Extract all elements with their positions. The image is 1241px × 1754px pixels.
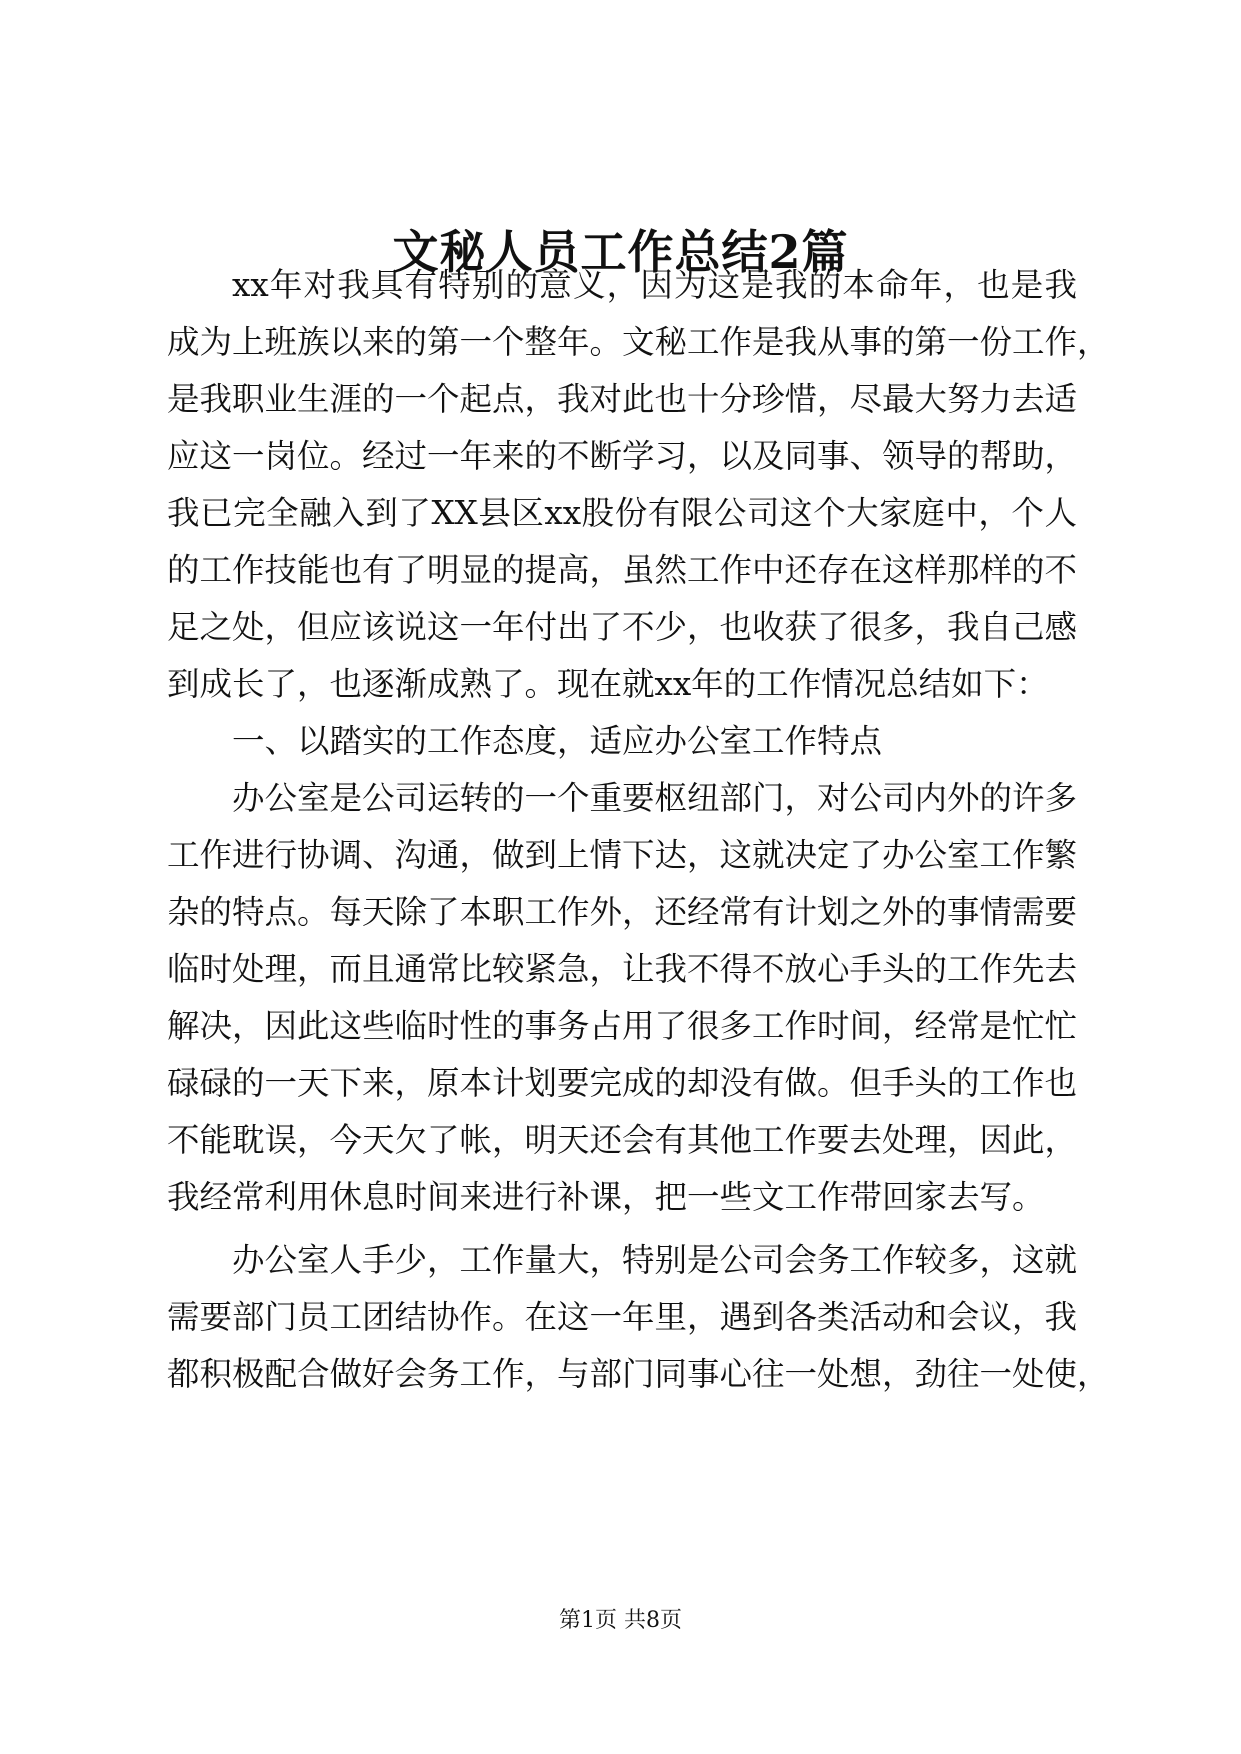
body-line: 临时处理，而且通常比较紧急，让我不得不放心手头的工作先去 [167,950,1078,988]
section-heading: 一、以踏实的工作态度，适应办公室工作特点 [232,722,883,760]
body-line: 是我职业生涯的一个起点，我对此也十分珍惜，尽最大努力去适 [167,380,1078,418]
body-line: 我经常利用休息时间来进行补课，把一些文工作带回家去写。 [167,1178,1045,1216]
body-line: 不能耽误，今天欠了帐，明天还会有其他工作要去处理，因此， [167,1121,1078,1159]
body-line: 办公室是公司运转的一个重要枢纽部门，对公司内外的许多 [232,779,1078,817]
body-line: 我已完全融入到了XX县区xx股份有限公司这个大家庭中，个人 [167,494,1077,532]
body-line: 足之处，但应该说这一年付出了不少，也收获了很多，我自己感 [167,608,1078,646]
body-line: 杂的特点。每天除了本职工作外，还经常有计划之外的事情需要 [167,893,1078,931]
body-line: 的工作技能也有了明显的提高，虽然工作中还存在这样那样的不 [167,551,1078,589]
document-title: 文秘人员工作总结2篇 [392,225,849,279]
body-line: xx年对我具有特别的意义，因为这是我的本命年，也是我 [232,266,1077,304]
body-line: 办公室人手少，工作量大，特别是公司会务工作较多，这就 [232,1241,1078,1279]
body-line: 到成长了，也逐渐成熟了。现在就xx年的工作情况总结如下： [167,665,1049,703]
body-line: 应这一岗位。经过一年来的不断学习，以及同事、领导的帮助， [167,437,1078,475]
page-number-footer: 第1页 共8页 [559,1608,682,1633]
body-line: 碌碌的一天下来，原本计划要完成的却没有做。但手头的工作也 [167,1064,1078,1102]
body-line: 成为上班族以来的第一个整年。文秘工作是我从事的第一份工作， [167,323,1110,361]
body-line: 都积极配合做好会务工作，与部门同事心往一处想，劲往一处使， [167,1355,1110,1393]
body-line: 需要部门员工团结协作。在这一年里，遇到各类活动和会议，我 [167,1298,1078,1336]
body-line: 工作进行协调、沟通，做到上情下达，这就决定了办公室工作繁 [167,836,1078,874]
body-line: 解决，因此这些临时性的事务占用了很多工作时间，经常是忙忙 [167,1007,1078,1045]
